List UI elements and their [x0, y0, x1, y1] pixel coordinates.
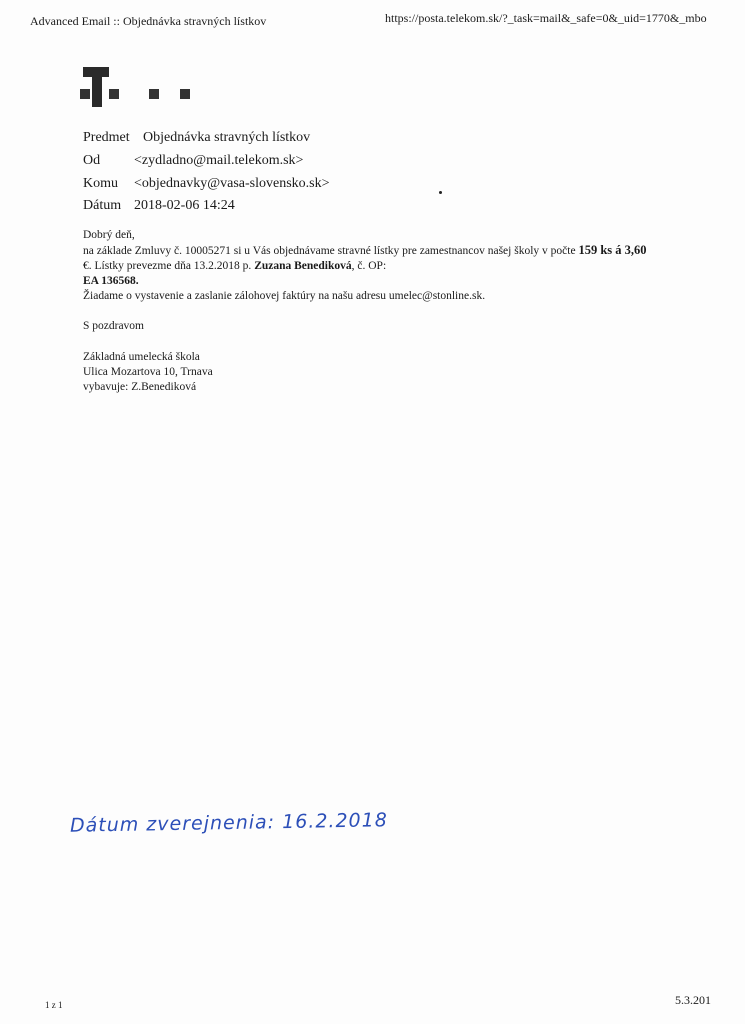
greeting: Dobrý deň,: [83, 229, 135, 241]
from-label: Od: [83, 153, 101, 168]
signature: [83, 350, 213, 395]
body-line-4: Žiadame o vystavenie a zaslanie zálohovej faktúry na našu adresu umelec@stonline.sk.: [83, 290, 486, 302]
quantity-price: 159 ks á 3,60: [578, 243, 647, 257]
from-value: <zydladno@mail.telekom.sk>: [134, 153, 304, 168]
subject-label: Predmet: [83, 130, 130, 145]
person-name: Zuzana Benediková: [254, 260, 352, 272]
page-header-title: Advanced Email :: Objednávka stravných lístkov: [30, 14, 267, 28]
signature-line-3: vybavuje: Z.Benediková: [83, 381, 197, 393]
telekom-t-logo-icon: [78, 67, 198, 109]
scan-speck: [439, 191, 442, 194]
body-line-2: €. Lístky prevezme dňa 13.2.2018 p. Zuzana Benediková, č. OP:: [83, 260, 387, 272]
date-value: 2018-02-06 14:24: [134, 198, 235, 213]
page-header-url: https://posta.telekom.sk/?_task=mail&_safe=0&_uid=1770&_mbo: [385, 11, 707, 25]
body-line-3: EA 136568.: [83, 275, 139, 287]
subject-value: Objednávka stravných lístkov: [143, 130, 311, 145]
signature-line-2: Ulica Mozartova 10, Trnava: [83, 366, 213, 378]
email-body: [83, 228, 647, 304]
signature-line-1: Základná umelecká škola: [83, 351, 200, 363]
to-value: <objednavky@vasa-slovensko.sk>: [134, 176, 330, 191]
handwritten-publication-date: Dátum zverejnenia: 16.2.2018: [69, 809, 389, 837]
footer-page-number: 1 z 1: [45, 1000, 63, 1010]
footer-date: 5.3.201: [675, 993, 711, 1007]
to-label: Komu: [83, 176, 118, 191]
date-label: Dátum: [83, 198, 122, 213]
closing: S pozdravom: [83, 320, 145, 332]
body-line-1: na základe Zmluvy č. 10005271 si u Vás objednávame stravné lístky pre zamestnancov našej školy v počte 159 ks á 3,60: [83, 243, 647, 257]
